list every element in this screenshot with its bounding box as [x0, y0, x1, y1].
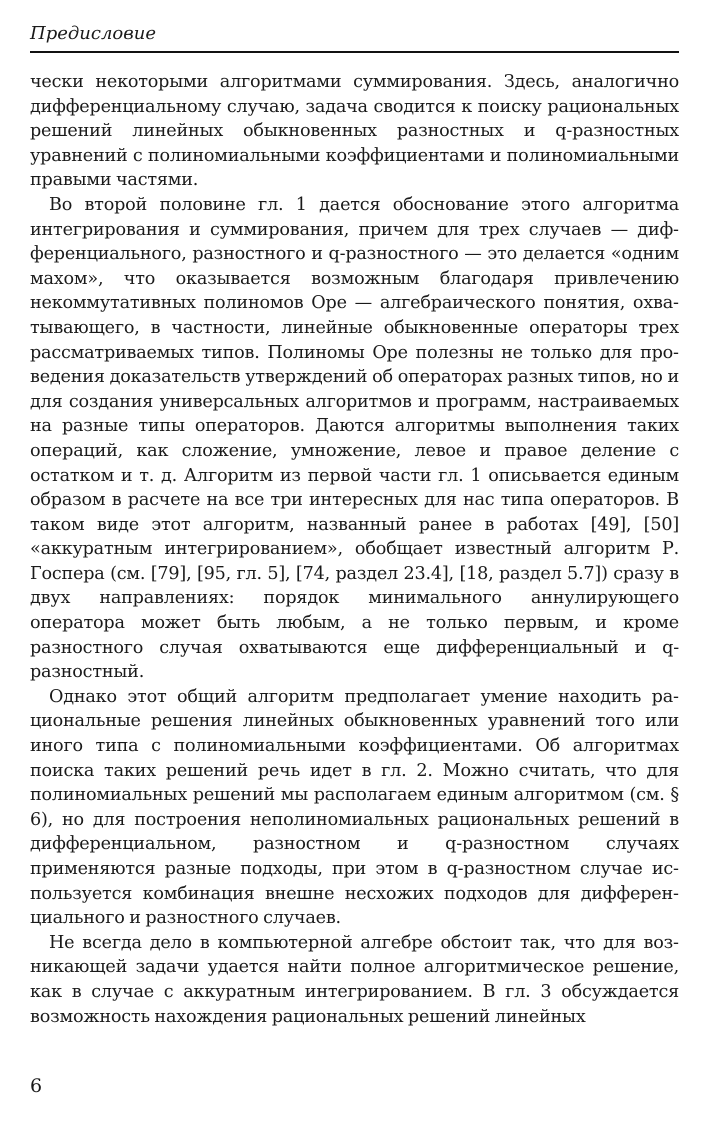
paragraph: Однако этот общий алгоритм предполагает умение находить рациональные решения линейных обыкновенных уравнений того или иного типа с полиномиальными коэффициентами. Об алгоритмах поиска таких решений речь идет в гл. 2. Можно считать, что для полиномиальных решений мы располагаем единым алгоритмом (см. § 6), но для построения неполиномиальных рациональных решений в дифференциальном, разностном и q-разностном случаях применяются разные подходы, при этом в q-разностном случае используется комбинация внешне несхожих подходов для дифференциального и разностного случаев. [30, 686, 679, 929]
page-number: 6 [30, 1075, 43, 1097]
running-head-title: Предисловие [30, 23, 156, 44]
page-body [30, 70, 679, 1029]
header-rule [30, 51, 679, 53]
paragraph: Во второй половине гл. 1 дается обоснование этого алгоритма интегрирования и суммирования, причем для трех случаев — дифференциального, разностного и q-разностного — это делается «одним махом», что оказывается возможным благодаря привлечению некоммутативных полиномов Оре — алгебраического понятия, охватывающего, в частности, линейные обыкновенные операторы трех рассматриваемых типов. Полиномы Оре полезны не только для проведения доказательств утверждений об операторах разных типов, но и для создания универсальных алгоритмов и программ, настраиваемых на разные типы операторов. Даются алгоритмы выполнения таких операций, как сложение, умножение, левое и правое деление с остатком и т. д. Алгоритм из первой части гл. 1 описьвается единым образом в расчете на все три интересных для нас типа операторов. В таком виде этот алгоритм, названный ранее в работах [49], [50] «аккуратным интегрированием», обобщает известный алгоритм Р. Госпера (см. [79], [95, гл. 5], [74, раздел 23.4], [18, раздел 5.7]) сразу в двух направлениях: порядок минимального аннулирующего оператора может быть любым, а не только первым, и кроме разностного случая охватываются еще дифференциальный и q-разностный. [30, 194, 679, 683]
paragraph: Не всегда дело в компьютерной алгебре обстоит так, что для возникающей задачи удается найти полное алгоритмическое решение, как в случае с аккуратным интегрированием. В гл. 3 обсуждается возможность нахождения рациональных решений линейных [30, 932, 679, 1027]
paragraph-continuation: чески некоторыми алгоритмами суммирования. Здесь, аналогично дифференциальному случаю, задача сводится к поиску рациональных решений линейных обыкновенных разностных и q-разностных уравнений с полиномиальными коэффициентами и полиномиальными правыми частями. [30, 72, 679, 191]
